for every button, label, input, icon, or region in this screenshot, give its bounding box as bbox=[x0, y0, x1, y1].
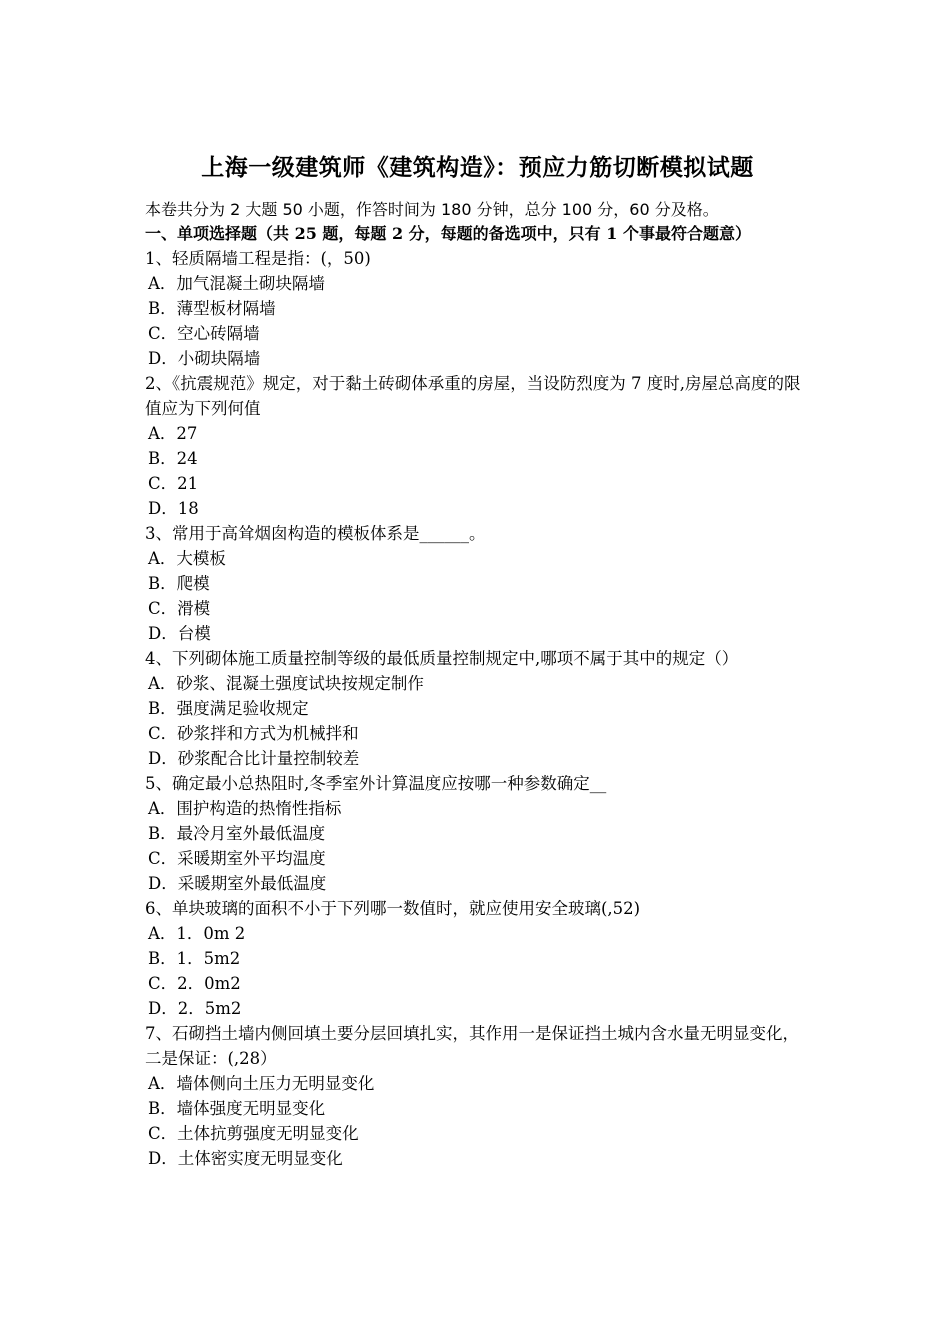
option-d: D．砂浆配合比计量控制较差 bbox=[148, 749, 360, 768]
option-a: A．围护构造的热惰性指标 bbox=[148, 799, 342, 818]
question bbox=[145, 896, 810, 1021]
option-b: B．薄型板材隔墙 bbox=[148, 299, 276, 318]
question-text: 3、常用于高耸烟囱构造的模板体系是______。 bbox=[145, 524, 486, 543]
option-b: B．墙体强度无明显变化 bbox=[148, 1099, 326, 1118]
option-a: A．27 bbox=[148, 424, 198, 443]
option-d: D．采暖期室外最低温度 bbox=[148, 874, 327, 893]
option-b: B．1．5m2 bbox=[148, 949, 241, 968]
question-text: 5、确定最小总热阻时,冬季室外计算温度应按哪一种参数确定__ bbox=[145, 774, 607, 793]
question-text: 7、石砌挡土墙内侧回填土要分层回填扎实，其作用一是保证挡土城内含水量无明显变化，二是保证：(,28） bbox=[145, 1024, 799, 1068]
question-text: 6、单块玻璃的面积不小于下列哪一数值时，就应使用安全玻璃(,52) bbox=[145, 899, 641, 918]
option-a: A．墙体侧向土压力无明显变化 bbox=[148, 1074, 375, 1093]
option-c: C．土体抗剪强度无明显变化 bbox=[148, 1124, 359, 1143]
question bbox=[145, 1021, 810, 1171]
option-d: D．土体密实度无明显变化 bbox=[148, 1149, 343, 1168]
option-d: D．2．5m2 bbox=[148, 999, 242, 1018]
question bbox=[145, 246, 810, 371]
question bbox=[145, 771, 810, 896]
question bbox=[145, 521, 810, 646]
document-title: 上海一级建筑师《建筑构造》：预应力筋切断模拟试题 bbox=[201, 154, 754, 181]
option-d: D．18 bbox=[148, 499, 199, 518]
question-text: 1、轻质隔墙工程是指：(，50) bbox=[145, 249, 371, 268]
option-c: C．2．0m2 bbox=[148, 974, 241, 993]
question-text: 2、《抗震规范》规定，对于黏土砖砌体承重的房屋，当设防烈度为 7 度时,房屋总高度的限值应为下列何值 bbox=[145, 374, 801, 418]
question-list bbox=[145, 246, 810, 1171]
option-a: A．1．0m 2 bbox=[148, 924, 246, 943]
option-b: B．最冷月室外最低温度 bbox=[148, 824, 326, 843]
option-c: C．砂浆拌和方式为机械拌和 bbox=[148, 724, 359, 743]
question-text: 4、下列砌体施工质量控制等级的最低质量控制规定中,哪项不属于其中的规定（） bbox=[145, 649, 739, 668]
option-d: D．台模 bbox=[148, 624, 211, 643]
option-c: C．采暖期室外平均温度 bbox=[148, 849, 326, 868]
option-c: C．空心砖隔墙 bbox=[148, 324, 260, 343]
option-d: D．小砌块隔墙 bbox=[148, 349, 261, 368]
option-b: B．强度满足验收规定 bbox=[148, 699, 309, 718]
option-a: A．大模板 bbox=[148, 549, 226, 568]
question bbox=[145, 646, 810, 771]
option-b: B．爬模 bbox=[148, 574, 210, 593]
question bbox=[145, 371, 810, 521]
exam-intro: 本卷共分为 2 大题 50 小题，作答时间为 180 分钟，总分 100 分，60 分及格。 bbox=[145, 200, 719, 219]
option-c: C．滑模 bbox=[148, 599, 211, 618]
option-a: A．砂浆、混凝土强度试块按规定制作 bbox=[148, 674, 424, 693]
option-b: B．24 bbox=[148, 449, 198, 468]
option-c: C．21 bbox=[148, 474, 199, 493]
option-a: A．加气混凝土砌块隔墙 bbox=[148, 274, 325, 293]
section-heading: 一、单项选择题（共 25 题，每题 2 分，每题的备选项中，只有 1 个事最符合题意） bbox=[145, 224, 751, 243]
